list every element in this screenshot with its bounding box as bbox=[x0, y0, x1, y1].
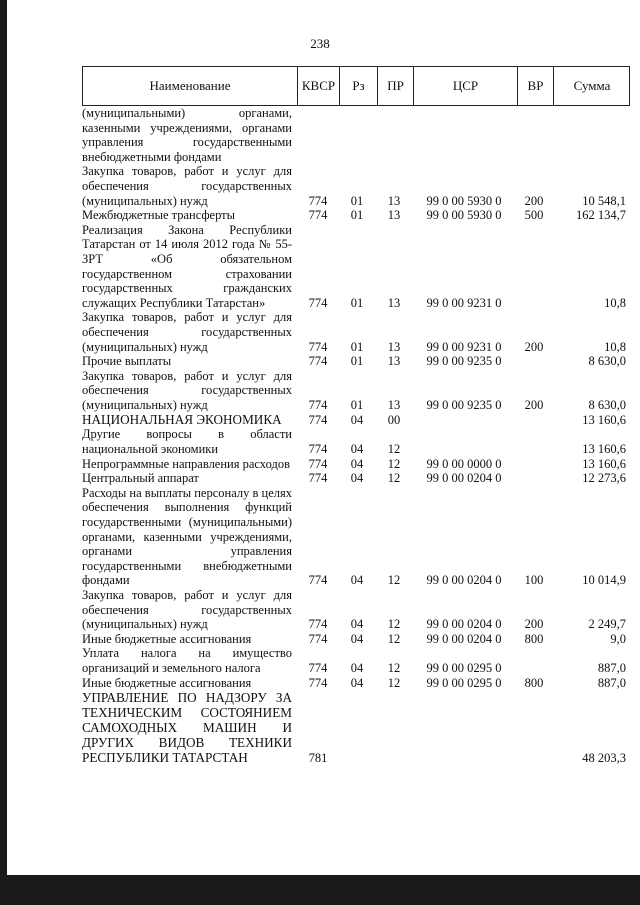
scan-border-bottom bbox=[0, 875, 640, 905]
row-pr: 12 bbox=[387, 573, 401, 588]
row-pr: 12 bbox=[387, 456, 401, 471]
table-row bbox=[82, 690, 630, 765]
row-kvsr: 774 bbox=[308, 339, 328, 354]
row-name: Межбюджетные трансферты bbox=[82, 208, 236, 223]
row-sum: 13 160,6 bbox=[582, 456, 626, 471]
row-csr: 99 0 00 9231 0 bbox=[426, 339, 502, 354]
table-row bbox=[82, 223, 630, 311]
row-csr: 99 0 00 5930 0 bbox=[426, 193, 502, 208]
row-name: Иные бюджетные ассигнования bbox=[82, 631, 252, 646]
table-row bbox=[82, 208, 630, 223]
table-row bbox=[82, 646, 630, 675]
table-row bbox=[82, 632, 630, 647]
row-name: Уплата налога на имущество организаций и земельного налога bbox=[82, 646, 292, 675]
row-vr: 200 bbox=[524, 617, 544, 632]
row-csr: 99 0 00 0204 0 bbox=[426, 573, 502, 588]
row-vr: 200 bbox=[524, 339, 544, 354]
row-vr: 200 bbox=[524, 397, 544, 412]
table-row bbox=[82, 164, 630, 208]
row-kvsr: 781 bbox=[308, 750, 328, 765]
row-sum: 13 160,6 bbox=[582, 442, 626, 457]
row-name: Закупка товаров, работ и услуг для обеспечения государственных (муниципальных) нужд bbox=[82, 368, 292, 412]
row-kvsr: 774 bbox=[308, 456, 328, 471]
row-name: Другие вопросы в области национальной экономики bbox=[82, 427, 292, 457]
row-rz: 04 bbox=[350, 442, 364, 457]
row-kvsr: 774 bbox=[308, 354, 328, 369]
table-row bbox=[82, 471, 630, 486]
row-kvsr: 774 bbox=[308, 412, 328, 427]
budget-table bbox=[82, 66, 630, 765]
header-rz: Рз bbox=[339, 67, 377, 105]
table-row bbox=[82, 486, 630, 588]
row-name: Закупка товаров, работ и услуг для обеспечения государственных (муниципальных) нужд bbox=[82, 588, 292, 632]
row-csr: 99 0 00 0204 0 bbox=[426, 471, 502, 486]
row-csr: 99 0 00 9235 0 bbox=[426, 397, 502, 412]
table-row bbox=[82, 369, 630, 413]
row-kvsr: 774 bbox=[308, 675, 328, 690]
table-row bbox=[82, 457, 630, 472]
header-kvsr: КВСР bbox=[297, 67, 339, 105]
row-sum: 10 548,1 bbox=[582, 193, 626, 208]
row-rz: 01 bbox=[350, 193, 364, 208]
row-kvsr: 774 bbox=[308, 471, 328, 486]
row-csr: 99 0 00 0295 0 bbox=[426, 675, 502, 690]
row-pr: 13 bbox=[387, 295, 401, 310]
row-vr: 500 bbox=[524, 208, 544, 223]
row-name: Расходы на выплаты персоналу в целях обеспечения выполнения функций государственными (муниципальными) органами, казенными учреждениями, органами управления государственными внебюджетными фондами bbox=[82, 485, 292, 588]
row-kvsr: 774 bbox=[308, 193, 328, 208]
page-number: 238 bbox=[310, 36, 330, 51]
row-pr: 12 bbox=[387, 660, 401, 675]
header-csr: ЦСР bbox=[413, 67, 517, 105]
header-pr: ПР bbox=[377, 67, 413, 105]
table-row bbox=[82, 412, 630, 427]
row-rz: 04 bbox=[350, 471, 364, 486]
row-sum: 12 273,6 bbox=[582, 471, 626, 486]
header-name: Наименование bbox=[149, 78, 231, 93]
row-csr: 99 0 00 9231 0 bbox=[426, 295, 502, 310]
row-sum: 48 203,3 bbox=[582, 750, 626, 765]
row-rz: 04 bbox=[350, 573, 364, 588]
row-name: НАЦИОНАЛЬНАЯ ЭКОНОМИКА bbox=[82, 412, 282, 428]
row-pr: 13 bbox=[387, 339, 401, 354]
row-rz: 01 bbox=[350, 339, 364, 354]
table-row bbox=[82, 106, 630, 164]
row-vr: 800 bbox=[524, 631, 544, 646]
row-rz: 04 bbox=[350, 617, 364, 632]
table-row bbox=[82, 427, 630, 456]
row-kvsr: 774 bbox=[308, 442, 328, 457]
row-rz: 01 bbox=[350, 295, 364, 310]
row-name: (муниципальными) органами, казенными учреждениями, органами управления государственными внебюджетными фондами bbox=[82, 106, 292, 164]
row-rz: 01 bbox=[350, 354, 364, 369]
row-sum: 10 014,9 bbox=[582, 573, 626, 588]
row-sum: 10,8 bbox=[604, 339, 626, 354]
row-sum: 9,0 bbox=[610, 631, 626, 646]
table-row bbox=[82, 588, 630, 632]
row-sum: 2 249,7 bbox=[588, 617, 626, 632]
row-sum: 887,0 bbox=[597, 675, 626, 690]
row-kvsr: 774 bbox=[308, 295, 328, 310]
row-name: Реализация Закона Республики Татарстан от 14 июля 2012 года № 55-ЗРТ «Об обязательном государственном страховании государственных гражданских служащих Республики Татарстан» bbox=[82, 222, 292, 310]
row-kvsr: 774 bbox=[308, 660, 328, 675]
row-kvsr: 774 bbox=[308, 573, 328, 588]
row-rz: 04 bbox=[350, 412, 364, 427]
header-vr: ВР bbox=[517, 67, 553, 105]
row-kvsr: 774 bbox=[308, 631, 328, 646]
row-kvsr: 774 bbox=[308, 617, 328, 632]
row-sum: 13 160,6 bbox=[582, 412, 626, 427]
row-sum: 8 630,0 bbox=[588, 354, 626, 369]
row-name: Закупка товаров, работ и услуг для обеспечения государственных (муниципальных) нужд bbox=[82, 310, 292, 354]
table-row bbox=[82, 310, 630, 354]
row-vr: 200 bbox=[524, 193, 544, 208]
row-sum: 162 134,7 bbox=[576, 208, 626, 223]
row-name: Иные бюджетные ассигнования bbox=[82, 675, 252, 690]
row-pr: 12 bbox=[387, 675, 401, 690]
row-pr: 00 bbox=[387, 412, 401, 427]
row-pr: 13 bbox=[387, 397, 401, 412]
header-sum: Сумма bbox=[553, 67, 630, 105]
row-csr: 99 0 00 0204 0 bbox=[426, 617, 502, 632]
row-name: УПРАВЛЕНИЕ ПО НАДЗОРУ ЗА ТЕХНИЧЕСКИМ СОСТОЯНИЕМ САМОХОДНЫХ МАШИН И ДРУГИХ ВИДОВ ТЕХНИКИ РЕСПУБЛИКИ ТАТАРСТАН bbox=[82, 690, 292, 766]
row-csr: 99 0 00 0204 0 bbox=[426, 631, 502, 646]
row-sum: 8 630,0 bbox=[588, 397, 626, 412]
table-row bbox=[82, 676, 630, 691]
scan-border-left bbox=[0, 0, 7, 905]
row-csr: 99 0 00 0295 0 bbox=[426, 660, 502, 675]
row-csr: 99 0 00 5930 0 bbox=[426, 208, 502, 223]
row-sum: 10,8 bbox=[604, 295, 626, 310]
table-header bbox=[82, 66, 630, 106]
row-rz: 04 bbox=[350, 631, 364, 646]
row-pr: 13 bbox=[387, 354, 401, 369]
row-pr: 12 bbox=[387, 631, 401, 646]
row-vr: 100 bbox=[524, 573, 544, 588]
row-kvsr: 774 bbox=[308, 208, 328, 223]
table-body bbox=[82, 106, 630, 765]
row-rz: 04 bbox=[350, 675, 364, 690]
row-name: Центральный аппарат bbox=[82, 471, 199, 486]
row-pr: 13 bbox=[387, 208, 401, 223]
table-row bbox=[82, 354, 630, 369]
row-kvsr: 774 bbox=[308, 397, 328, 412]
row-csr: 99 0 00 9235 0 bbox=[426, 354, 502, 369]
row-name: Прочие выплаты bbox=[82, 354, 172, 369]
row-name: Непрограммные направления расходов bbox=[82, 456, 290, 471]
row-csr: 99 0 00 0000 0 bbox=[426, 456, 502, 471]
row-name: Закупка товаров, работ и услуг для обеспечения государственных (муниципальных) нужд bbox=[82, 164, 292, 208]
row-rz: 01 bbox=[350, 208, 364, 223]
row-pr: 13 bbox=[387, 193, 401, 208]
row-rz: 04 bbox=[350, 456, 364, 471]
row-pr: 12 bbox=[387, 442, 401, 457]
row-rz: 04 bbox=[350, 660, 364, 675]
row-rz: 01 bbox=[350, 397, 364, 412]
row-sum: 887,0 bbox=[597, 660, 626, 675]
row-pr: 12 bbox=[387, 617, 401, 632]
row-pr: 12 bbox=[387, 471, 401, 486]
row-vr: 800 bbox=[524, 675, 544, 690]
